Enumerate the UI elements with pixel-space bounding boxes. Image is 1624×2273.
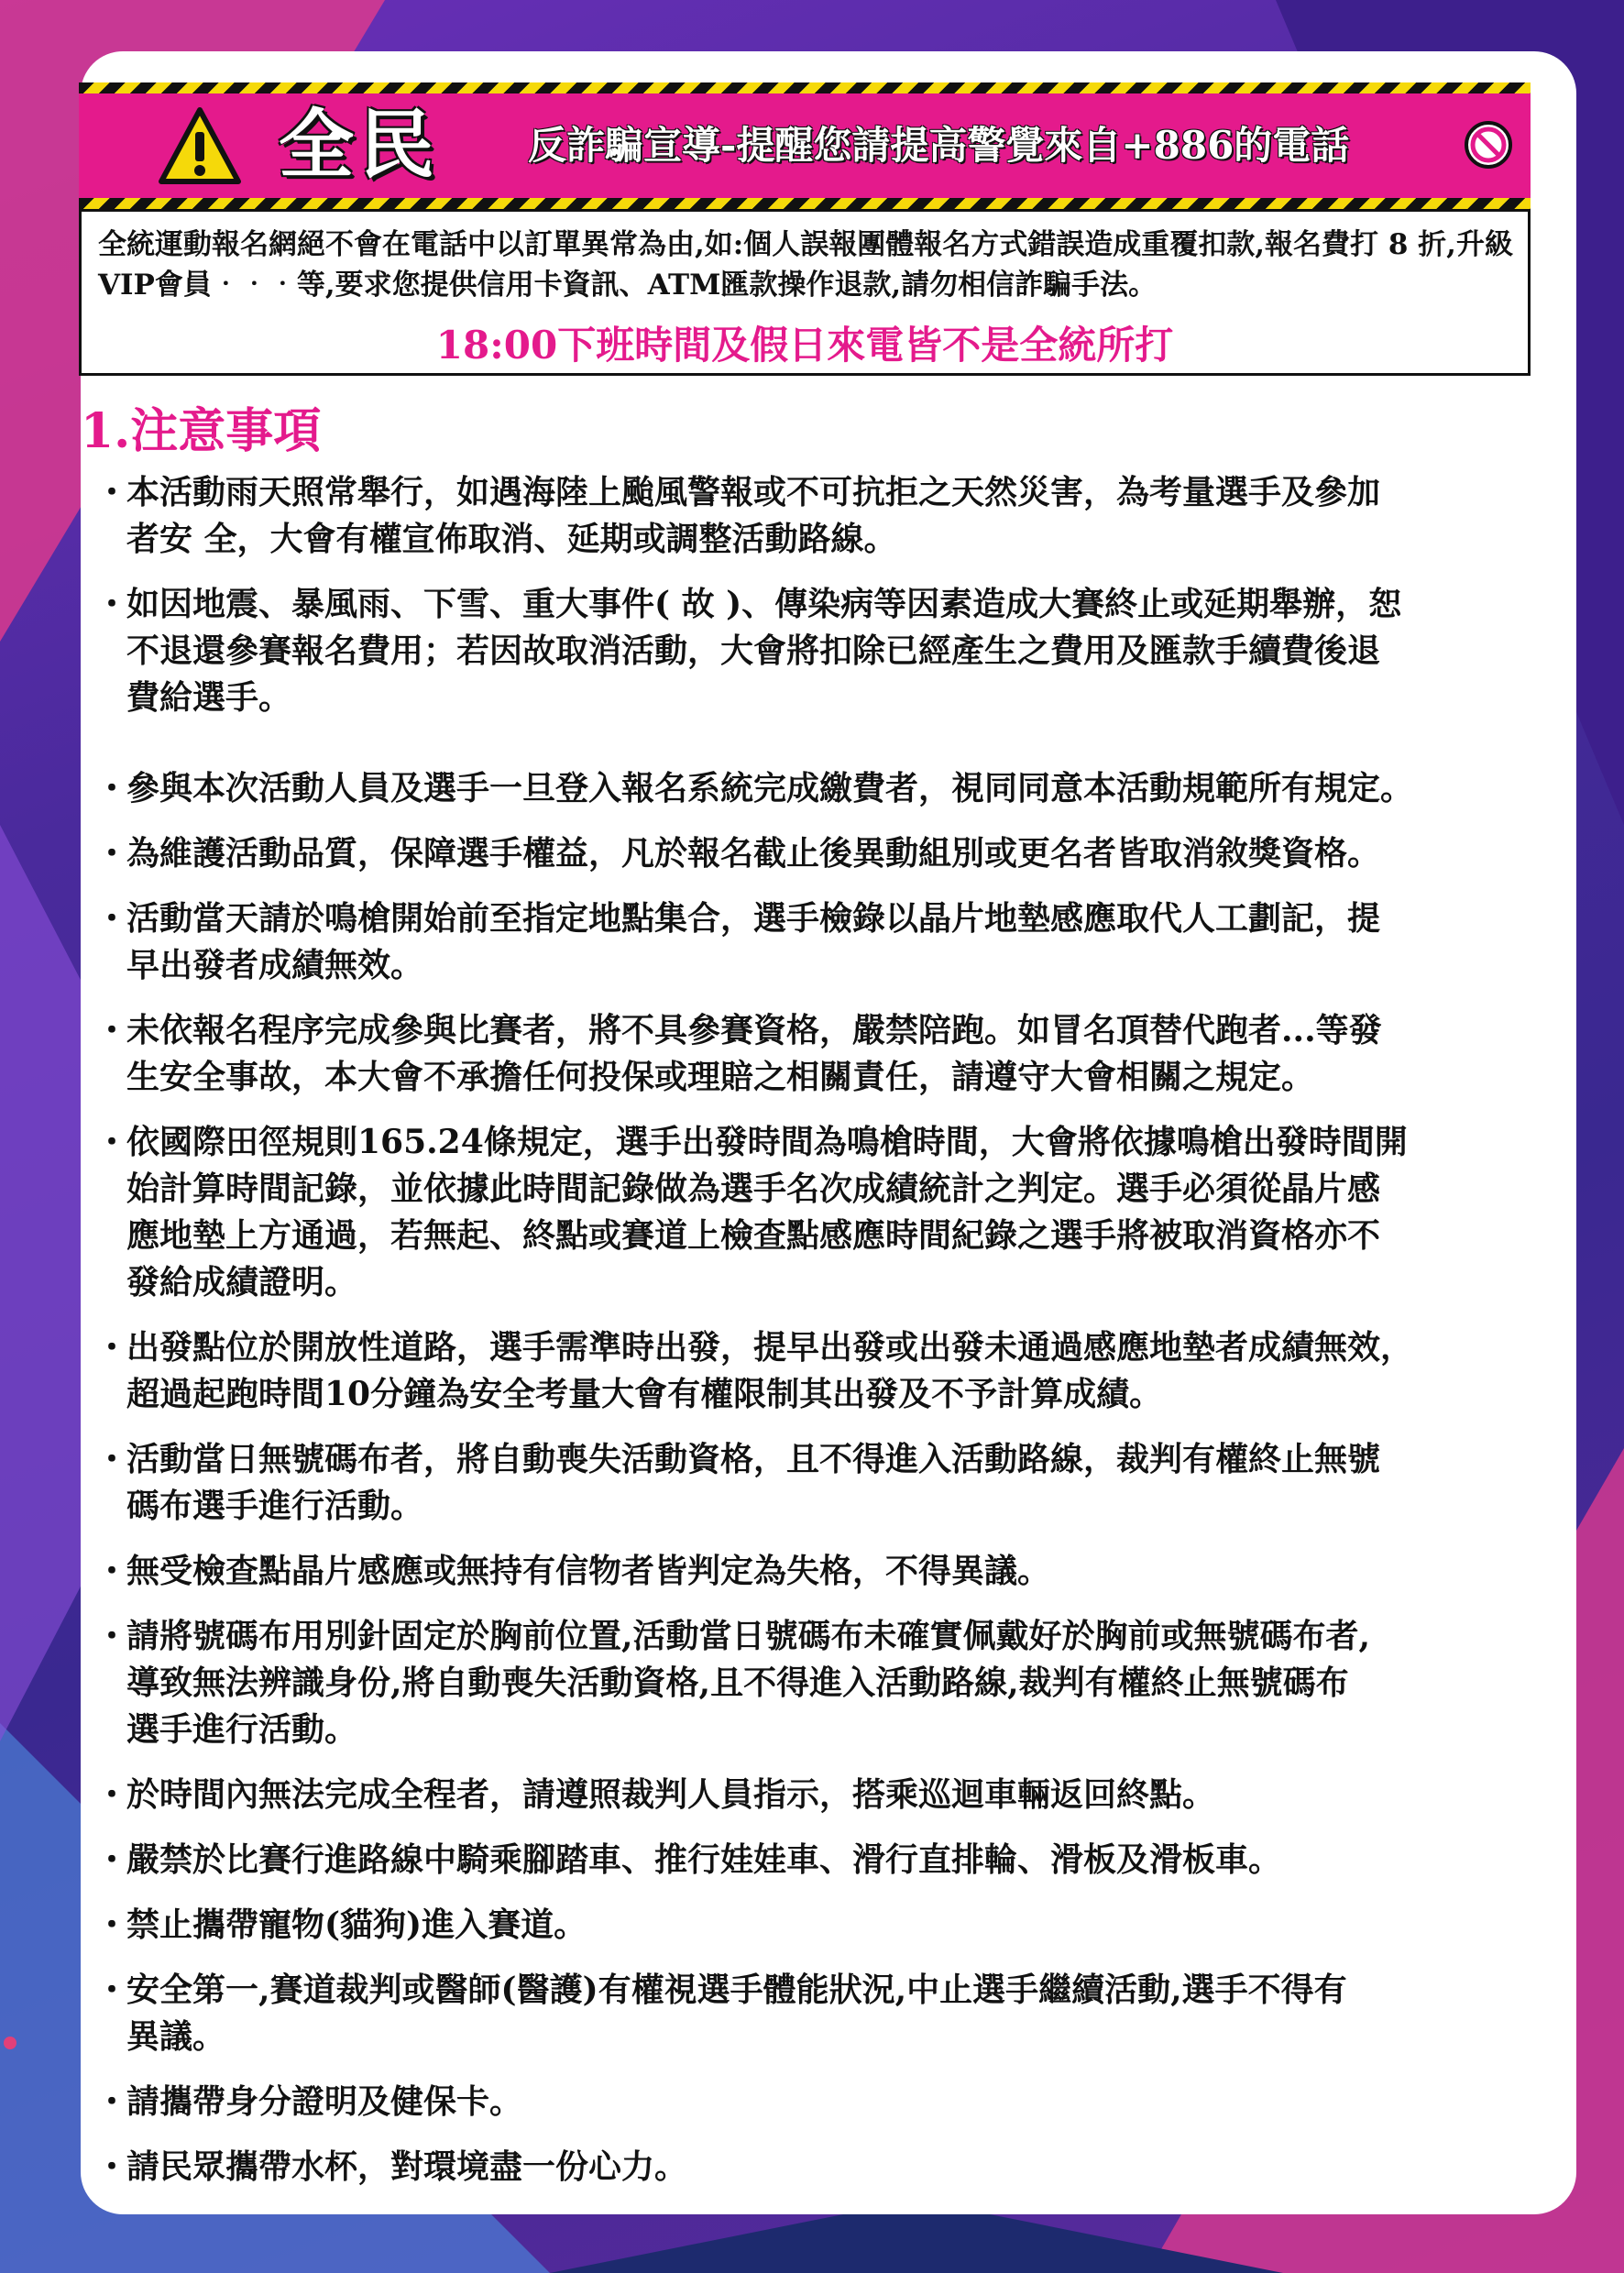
list-item: ・ 安全第一,賽道裁判或醫師(醫護)有權視選手體能狀況,中止選手繼續活動,選手不得有 異議。 [95,1971,1347,2056]
list-item-text: 依國際田徑規則165.24條規定，選手出發時間為鳴槍時間，大會將依據鳴槍出發時間開 始計算時間記錄，並依據此時間記錄做為選手名次成績統計之判定。選手必須從晶片感 應地墊上方通過，若無起、終點或賽道上檢查點感應時間紀錄之選手將被取消資格亦不 發給成績證明。 [126,1123,1408,1301]
list-item-text: 如因地震、暴風雨、下雪、重大事件( 故 )、傳染病等因素造成大賽終止或延期舉辦，恕 不退還參賽報名費用；若因故取消活動，大會將扣除已經產生之費用及匯款手續費後退 費給選手。 [126,585,1402,717]
notice-body: 全統運動報名網絕不會在電話中以訂單異常為由,如:個人誤報團體報名方式錯誤造成重覆扣款,報名費打 8 折,升級VIP會員‧‧‧等,要求您提供信用卡資訊、ATM匯款操作退款,請勿相信詐騙手法。 [98,228,1513,302]
list-item: ・ 於時間內無法完成全程者，請遵照裁判人員指示，搭乘巡迴車輛返回終點。 [95,1775,1216,1814]
no-phone-icon [1463,119,1514,170]
list-item-text: 請攜帶身分證明及健保卡。 [126,2082,523,2121]
list-item: ・ 出發點位於開放性道路，選手需準時出發，提早出發或出發未通過感應地墊者成績無效， 超過起跑時間10分鐘為安全考量大會有權限制其出發及不予計算成績。 [95,1328,1414,1413]
list-item-text: 參與本次活動人員及選手一旦登入報名系統完成繳費者，視同同意本活動規範所有規定。 [126,769,1414,807]
list-item-text: 未依報名程序完成參與比賽者，將不具參賽資格，嚴禁陪跑。如冒名頂替代跑者...等發 生安全事故，本大會不承擔任何投保或理賠之相關責任，請遵守大會相關之規定。 [126,1011,1382,1096]
notice-highlight: 18:00下班時間及假日來電皆不是全統所打 [435,323,1174,368]
list-item-text: 於時間內無法完成全程者，請遵照裁判人員指示，搭乘巡迴車輛返回終點。 [126,1775,1216,1814]
list-item-text: 活動當天請於鳴槍開始前至指定地點集合，選手檢錄以晶片地墊感應取代人工劃記，提 早出發者成績無效。 [126,899,1381,984]
list-item: ・ 請攜帶身分證明及健保卡。 [95,2082,523,2121]
banner-subtitle: 反詐騙宣導-提醒您請提高警覺來自+886的電話 [528,123,1350,168]
list-item-text: 出發點位於開放性道路，選手需準時出發，提早出發或出發未通過感應地墊者成績無效， 超過起跑時間10分鐘為安全考量大會有權限制其出發及不予計算成績。 [126,1328,1414,1413]
section-title: 1.注意事項 [81,403,322,459]
list-item: ・ 依國際田徑規則165.24條規定，選手出發時間為鳴槍時間，大會將依據鳴槍出發時間開 始計算時間記錄，並依據此時間記錄做為選手名次成績統計之判定。選手必須從晶片感 應地墊上方通過，若無起、終點或賽道上檢查點感應時間紀錄之選手將被取消資格亦不 發給成績證明。 [95,1123,1408,1301]
list-item-text: 請民眾攜帶水杯，對環境盡一份心力。 [126,2147,688,2186]
decorative-dot [4,2037,16,2049]
warning-banner [79,82,1531,209]
notes-list [92,469,1576,2191]
list-item-text: 禁止攜帶寵物(貓狗)進入賽道。 [126,1905,587,1944]
list-item-text: 無受檢查點晶片感應或無持有信物者皆判定為失格，不得異議。 [126,1552,1051,1590]
list-item: ・ 參與本次活動人員及選手一旦登入報名系統完成繳費者，視同同意本活動規範所有規定。 [95,769,1414,807]
list-item-text: 為維護活動品質，保障選手權益，凡於報名截止後異動組別或更名者皆取消敘獎資格。 [126,834,1381,873]
hazard-stripe-bottom [79,198,1531,209]
list-item-text: 請將號碼布用別針固定於胸前位置,活動當日號碼布未確實佩戴好於胸前或無號碼布者, 導致無法辨識身份,將自動喪失活動資格,且不得進入活動路線,裁判有權終止無號碼布 選手進行活動。 [126,1617,1371,1749]
hazard-stripe-top [79,82,1531,93]
warning-icon [158,106,242,185]
list-item-text: 安全第一,賽道裁判或醫師(醫護)有權視選手體能狀況,中止選手繼續活動,選手不得有 異議。 [126,1971,1347,2056]
list-item: ・ 如因地震、暴風雨、下雪、重大事件( 故 )、傳染病等因素造成大賽終止或延期舉辦，恕 不退還參賽報名費用；若因故取消活動，大會將扣除已經產生之費用及匯款手續費後退 費給選手。 [95,585,1402,717]
list-item: ・ 為維護活動品質，保障選手權益，凡於報名截止後異動組別或更名者皆取消敘獎資格。 [95,834,1381,873]
fraud-notice-box [79,209,1531,376]
list-item: ・ 嚴禁於比賽行進路線中騎乘腳踏車、推行娃娃車、滑行直排輪、滑板及滑板車。 [95,1840,1282,1879]
list-item: ・ 本活動雨天照常舉行，如遇海陸上颱風警報或不可抗拒之天然災害，為考量選手及參加 者安 全，大會有權宣佈取消、延期或調整活動路線。 [95,473,1381,558]
list-item-text: 活動當日無號碼布者，將自動喪失活動資格，且不得進入活動路線，裁判有權終止無號 碼布選手進行活動。 [126,1440,1381,1525]
list-item-text: 嚴禁於比賽行進路線中騎乘腳踏車、推行娃娃車、滑行直排輪、滑板及滑板車。 [126,1840,1282,1879]
list-item: ・ 請民眾攜帶水杯，對環境盡一份心力。 [95,2147,688,2186]
list-item: ・ 請將號碼布用別針固定於胸前位置,活動當日號碼布未確實佩戴好於胸前或無號碼布者, 導致無法辨識身份,將自動喪失活動資格,且不得進入活動路線,裁判有權終止無號碼布 選手進行活動。 [95,1617,1371,1749]
list-item: ・ 禁止攜帶寵物(貓狗)進入賽道。 [95,1905,587,1944]
list-item: ・ 無受檢查點晶片感應或無持有信物者皆判定為失格，不得異議。 [95,1552,1051,1590]
banner-title: 全民 [279,101,441,189]
list-item: ・ 活動當日無號碼布者，將自動喪失活動資格，且不得進入活動路線，裁判有權終止無號 碼布選手進行活動。 [95,1440,1381,1525]
list-item: ・ 活動當天請於鳴槍開始前至指定地點集合，選手檢錄以晶片地墊感應取代人工劃記，提 早出發者成績無效。 [95,899,1381,984]
list-item-text: 本活動雨天照常舉行，如遇海陸上颱風警報或不可抗拒之天然災害，為考量選手及參加 者安 全，大會有權宣佈取消、延期或調整活動路線。 [126,473,1381,558]
list-item: ・ 未依報名程序完成參與比賽者，將不具參賽資格，嚴禁陪跑。如冒名頂替代跑者...等發 生安全事故，本大會不承擔任何投保或理賠之相關責任，請遵守大會相關之規定。 [95,1011,1382,1096]
